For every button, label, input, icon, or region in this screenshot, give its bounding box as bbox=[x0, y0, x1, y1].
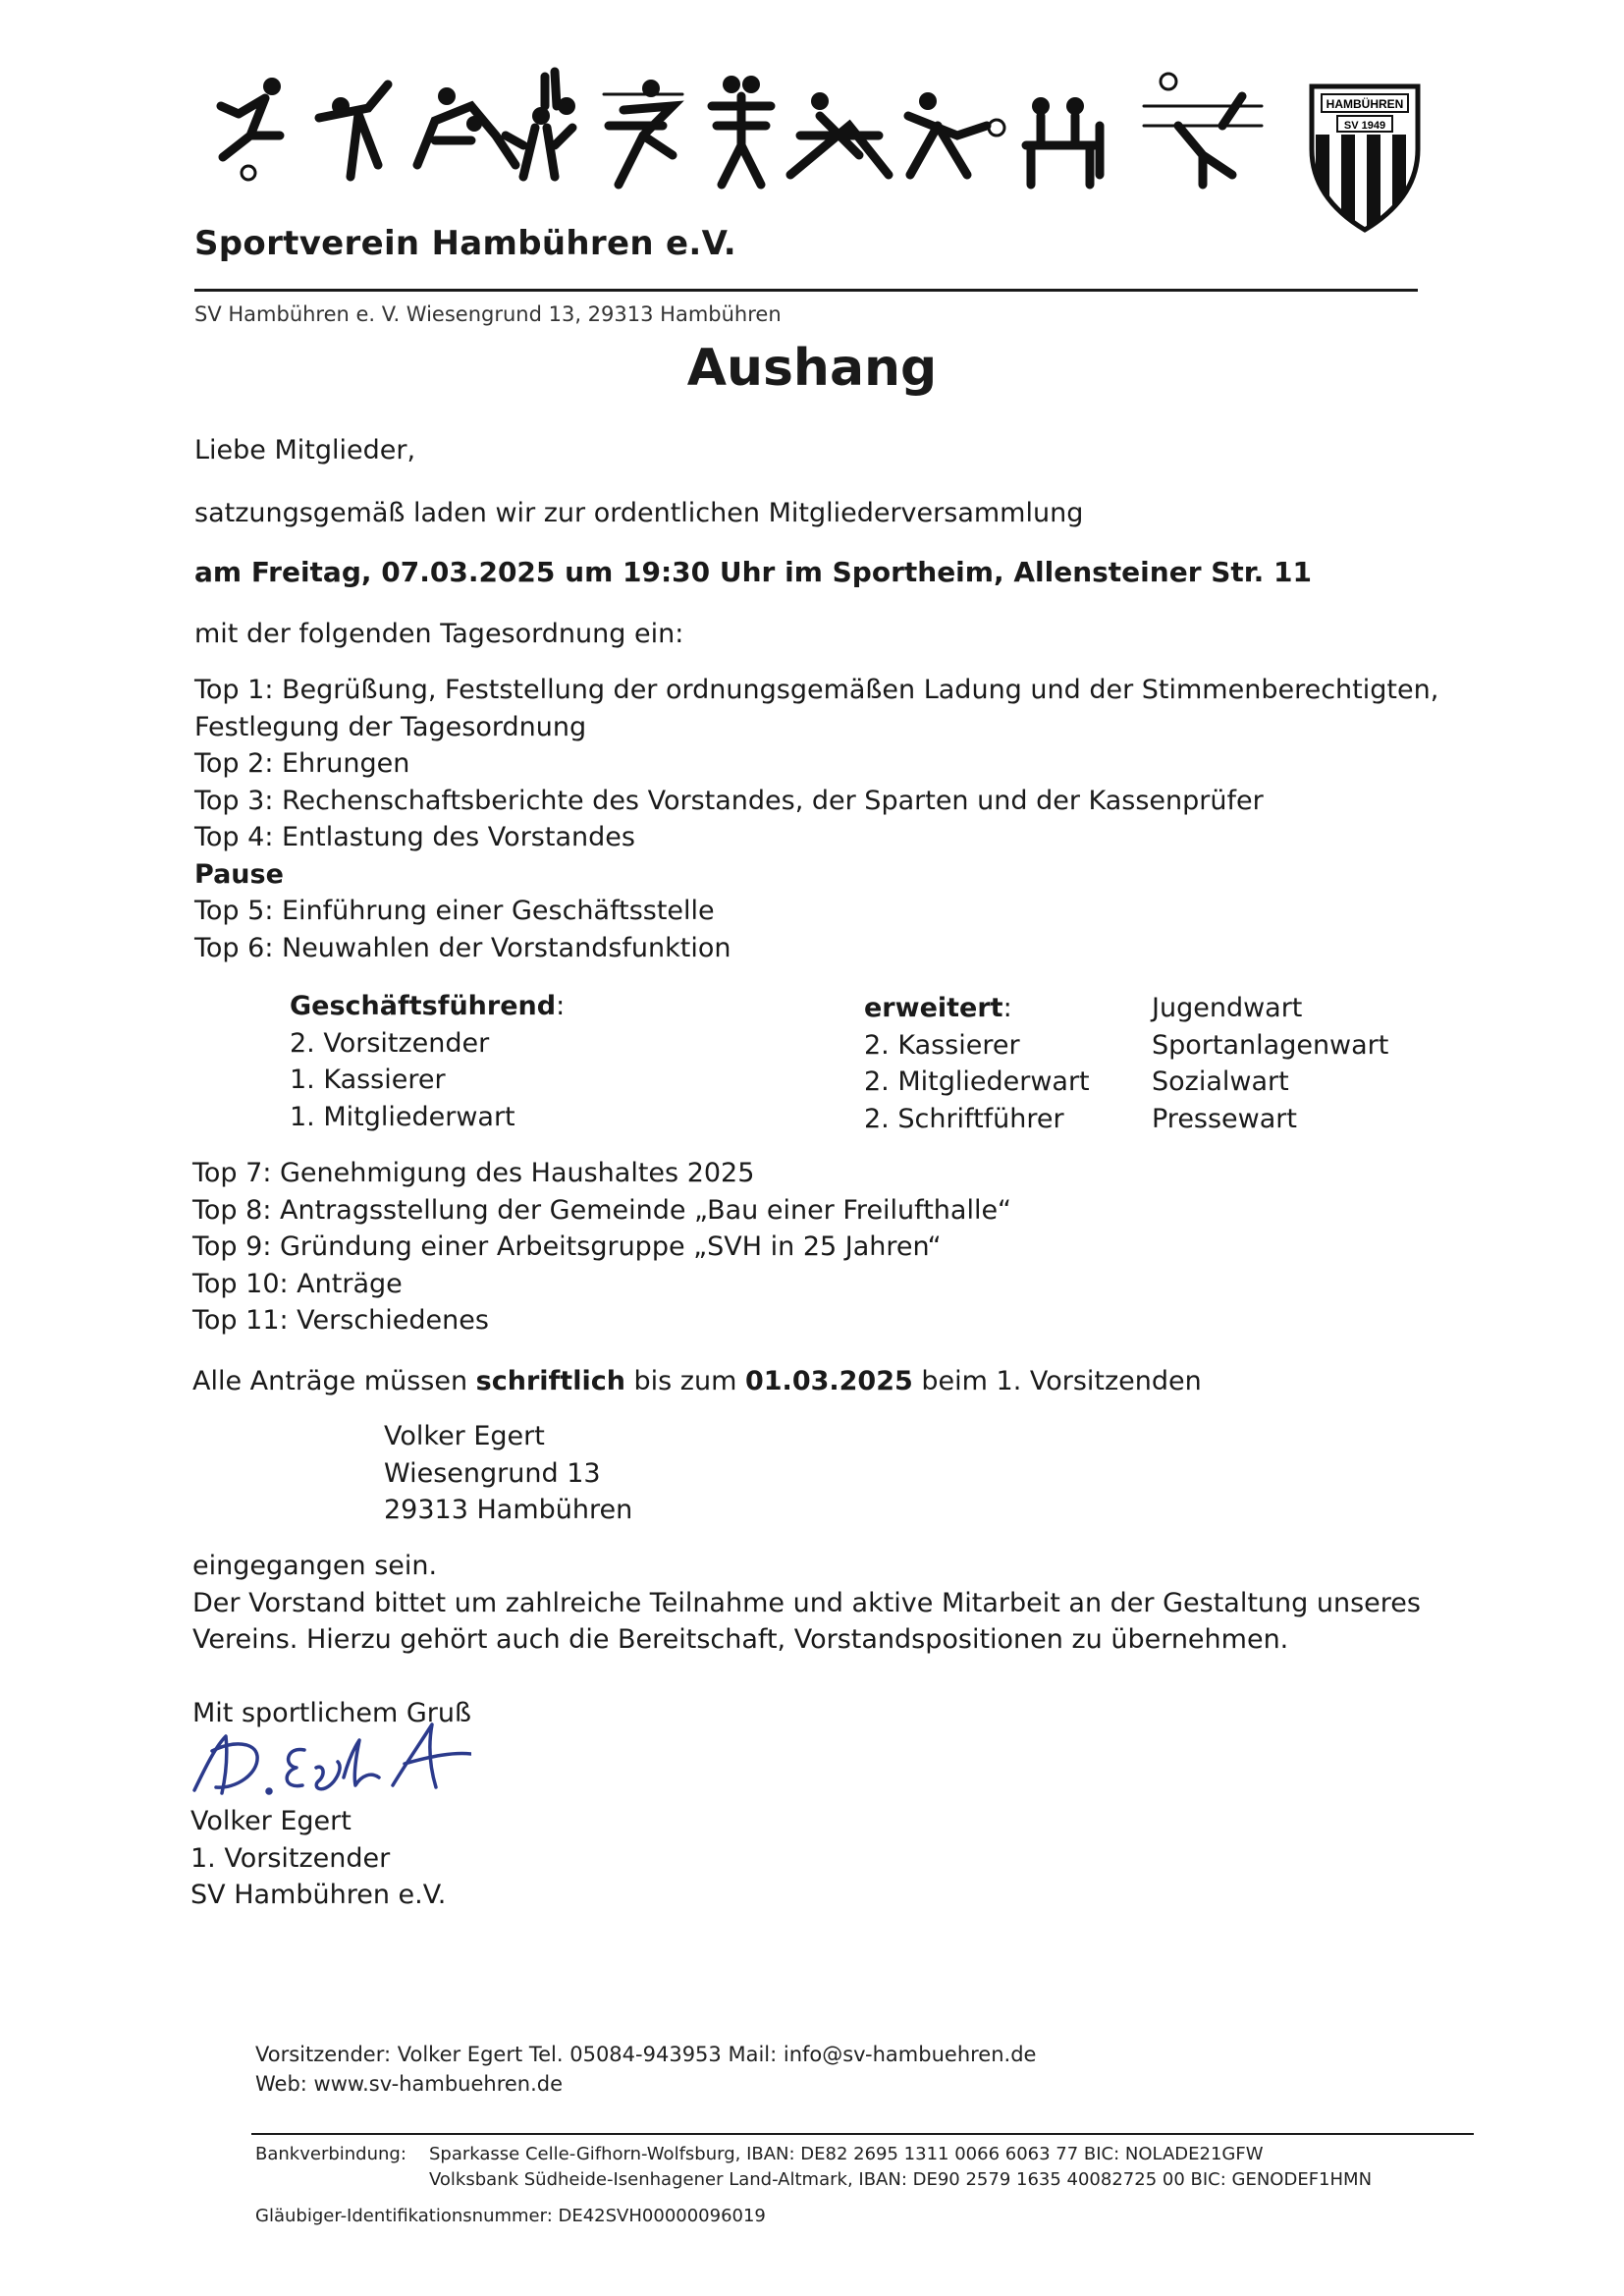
position-item: Pressewart bbox=[1152, 1103, 1297, 1134]
positions-managing-column: Geschäftsführend: 2. Vorsitzender 1. Kassierer 1. Mitgliederwart bbox=[290, 988, 565, 1135]
position-item: 2. Mitgliederwart bbox=[864, 1066, 1090, 1097]
table-tennis-pictogram-icon bbox=[604, 80, 682, 185]
positions-managing-heading: Geschäftsführend bbox=[290, 991, 557, 1021]
chairman-address bbox=[384, 1418, 632, 1529]
signatory-role: 1. Vorsitzender bbox=[190, 1842, 391, 1874]
judo-pictogram-icon bbox=[417, 87, 515, 165]
footer-contact-line: Vorsitzender: Volker Egert Tel. 05084-943953 Mail: info@sv-hambuehren.de bbox=[255, 2043, 1037, 2066]
handball-pictogram-icon bbox=[319, 84, 388, 177]
agenda-item: Top 2: Ehrungen bbox=[194, 748, 410, 779]
positions-extended-column: erweitert: 2. Kassierer 2. Mitgliederwart 2. Schriftführer bbox=[864, 990, 1090, 1137]
agenda-item: Top 10: Anträge bbox=[192, 1268, 403, 1299]
signatory-club: SV Hambühren e.V. bbox=[190, 1880, 447, 1910]
agenda-pause: Pause bbox=[194, 858, 284, 890]
footer-contact bbox=[255, 2040, 1036, 2099]
signoff: Mit sportlichem Gruß bbox=[192, 1698, 471, 1728]
greeting: Liebe Mitglieder, bbox=[194, 435, 416, 465]
club-name: Sportverein Hambühren e.V. bbox=[194, 224, 737, 263]
bank-line-2: Volksbank Südheide-Isenhagener Land-Altmark, IBAN: DE90 2579 1635 40082725 00 BIC: GENODEF1HMN bbox=[429, 2169, 1373, 2190]
bank-label: Bankverbindung: bbox=[255, 2144, 406, 2164]
svg-text:SV 1949: SV 1949 bbox=[1343, 120, 1386, 132]
footer-web-line: Web: www.sv-hambuehren.de bbox=[255, 2072, 564, 2096]
dance-pictogram-icon bbox=[712, 76, 771, 185]
agenda-item: Top 9: Gründung einer Arbeitsgruppe „SVH in 25 Jahren“ bbox=[192, 1231, 942, 1262]
positions-extended-heading: erweitert bbox=[864, 993, 1003, 1023]
agenda-list bbox=[194, 672, 1438, 966]
agenda-item: Top 1: Begrüßung, Feststellung der ordnungsgemäßen Ladung und der Stimmenberechtigten, bbox=[194, 675, 1439, 705]
agenda-item: Top 3: Rechenschaftsberichte des Vorstandes, der Sparten und der Kassenprüfer bbox=[194, 785, 1264, 816]
sender-line: SV Hambühren e. V. Wiesengrund 13, 29313 Hambühren bbox=[194, 302, 782, 326]
address-line: Volker Egert bbox=[384, 1421, 545, 1451]
svg-text:HAMBÜHREN: HAMBÜHREN bbox=[1326, 97, 1404, 111]
agenda-item: Top 4: Entlastung des Vorstandes bbox=[194, 822, 635, 852]
bank-line-1: Sparkasse Celle-Gifhorn-Wolfsburg, IBAN: DE82 2695 1311 0066 6063 77 BIC: NOLADE21GFW bbox=[429, 2144, 1264, 2164]
position-item: Sportanlagenwart bbox=[1152, 1029, 1389, 1061]
agenda-item: Top 6: Neuwahlen der Vorstandsfunktion bbox=[194, 932, 731, 963]
position-item: Sozialwart bbox=[1152, 1066, 1289, 1097]
agenda-item: Festlegung der Tagesordnung bbox=[194, 711, 587, 742]
position-item: 1. Kassierer bbox=[290, 1065, 446, 1095]
positions-other-column bbox=[1152, 990, 1388, 1137]
signature-block bbox=[190, 1803, 446, 1914]
motions-deadline: Alle Anträge müssen schriftlich bis zum 01.03.2025 beim 1. Vorsitzenden bbox=[192, 1366, 1202, 1396]
agenda-intro: mit der folgenden Tagesordnung ein: bbox=[194, 619, 684, 649]
position-item: 2. Vorsitzender bbox=[290, 1027, 490, 1059]
club-crest-icon bbox=[1306, 81, 1424, 233]
soccer-pictogram-icon bbox=[221, 78, 281, 180]
sport-pictograms-banner bbox=[211, 67, 1281, 192]
closing-paragraph: eingegangen sein. Der Vorstand bittet um zahlreiche Teilnahme und aktive Mitarbeit an der Gestaltung unseres Vereins. Hierzu gehört auch die Bereitschaft, Vorstandspositionen zu übernehmen. bbox=[192, 1551, 1421, 1655]
agenda-item: Top 8: Antragsstellung der Gemeinde „Bau einer Freilufthalle“ bbox=[192, 1194, 1012, 1226]
address-line: Wiesengrund 13 bbox=[384, 1457, 601, 1489]
handwritten-signature bbox=[187, 1717, 471, 1805]
position-item: 2. Kassierer bbox=[864, 1029, 1020, 1061]
address-line: 29313 Hambühren bbox=[384, 1495, 633, 1525]
position-item: Jugendwart bbox=[1152, 993, 1303, 1023]
agenda-list-continued bbox=[192, 1155, 1011, 1339]
creditor-id: Gläubiger-Identifikationsnummer: DE42SVH00000096019 bbox=[255, 2206, 766, 2226]
agenda-item: Top 11: Verschiedenes bbox=[192, 1305, 489, 1336]
position-item: 1. Mitgliederwart bbox=[290, 1101, 515, 1132]
agenda-item: Top 7: Genehmigung des Haushaltes 2025 bbox=[192, 1158, 755, 1188]
position-item: 2. Schriftführer bbox=[864, 1103, 1064, 1134]
racket-sport-pictogram-icon bbox=[908, 92, 1004, 175]
page-title: Aushang bbox=[686, 339, 938, 398]
gymnastics-pictogram-icon bbox=[790, 92, 889, 175]
header-divider bbox=[194, 289, 1418, 292]
agenda-item: Top 5: Einführung einer Geschäftsstelle bbox=[194, 896, 715, 926]
intro-text: satzungsgemäß laden wir zur ordentlichen Mitgliederversammlung bbox=[194, 498, 1084, 528]
footer-divider bbox=[251, 2133, 1474, 2135]
signatory-name: Volker Egert bbox=[190, 1806, 352, 1836]
chess-pictogram-icon bbox=[1026, 97, 1100, 185]
meeting-date-line: am Freitag, 07.03.2025 um 19:30 Uhr im Sportheim, Allensteiner Str. 11 bbox=[194, 556, 1312, 588]
bowling-pictogram-icon bbox=[1144, 74, 1262, 185]
